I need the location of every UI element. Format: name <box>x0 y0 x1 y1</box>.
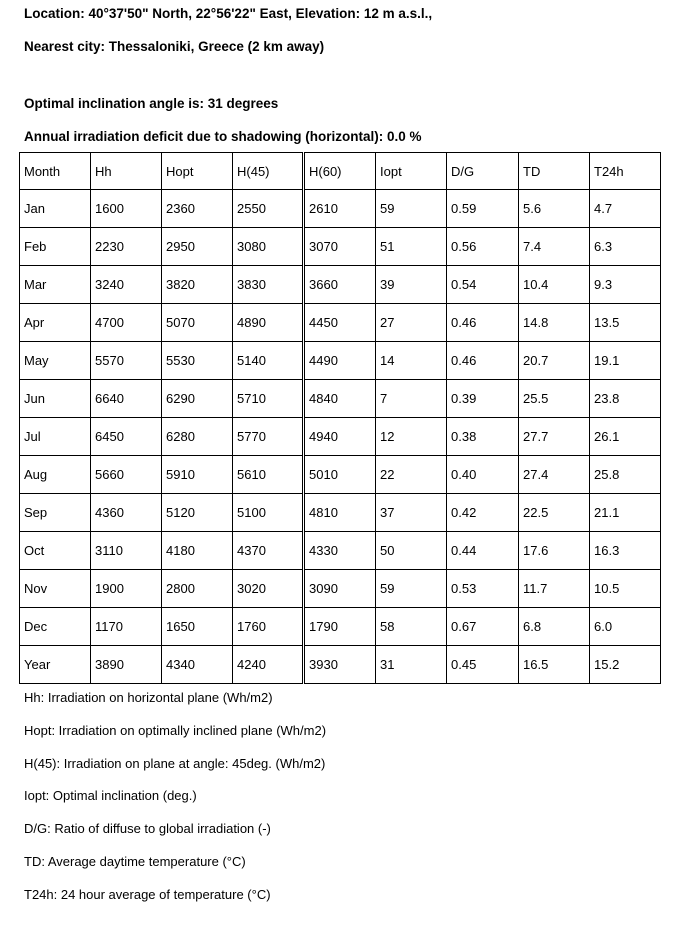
table-cell: 3110 <box>91 532 162 570</box>
table-cell: 0.67 <box>447 608 519 646</box>
legend-note: Iopt: Optimal inclination (deg.) <box>24 788 197 804</box>
table-cell: Sep <box>20 494 91 532</box>
table-cell: 22 <box>376 456 447 494</box>
table-cell: 37 <box>376 494 447 532</box>
table-cell: 3080 <box>233 228 303 266</box>
irradiation-deficit-line: Annual irradiation deficit due to shadowing (horizontal): 0.0 % <box>24 129 422 144</box>
column-header: Hopt <box>162 153 233 190</box>
table-cell: 7 <box>376 380 447 418</box>
table-cell: 0.56 <box>447 228 519 266</box>
table-cell: 13.5 <box>590 304 661 342</box>
table-cell: 4340 <box>162 646 233 684</box>
table-cell: 4810 <box>305 494 376 532</box>
table-cell: Aug <box>20 456 91 494</box>
table-cell: 21.1 <box>590 494 661 532</box>
table-cell: 16.5 <box>519 646 590 684</box>
table-cell: 4490 <box>305 342 376 380</box>
table-cell: 6450 <box>91 418 162 456</box>
table-row <box>20 380 303 418</box>
table-cell: 5100 <box>233 494 303 532</box>
table-cell: 14.8 <box>519 304 590 342</box>
table-cell: 5070 <box>162 304 233 342</box>
table-cell: 19.1 <box>590 342 661 380</box>
legend-notes <box>24 686 326 916</box>
table-cell: 3830 <box>233 266 303 304</box>
table-cell: 0.59 <box>447 190 519 228</box>
table-cell: 15.2 <box>590 646 661 684</box>
table-row <box>305 418 661 456</box>
column-header: H(45) <box>233 153 303 190</box>
table-cell: 23.8 <box>590 380 661 418</box>
column-header: T24h <box>590 153 661 190</box>
table-cell: Jul <box>20 418 91 456</box>
table-cell: 6280 <box>162 418 233 456</box>
table-cell: 2950 <box>162 228 233 266</box>
table-cell: 0.39 <box>447 380 519 418</box>
table-cell: 0.46 <box>447 342 519 380</box>
table-cell: 3020 <box>233 570 303 608</box>
table-cell: 25.8 <box>590 456 661 494</box>
table-cell: 4360 <box>91 494 162 532</box>
table-cell: 1760 <box>233 608 303 646</box>
table-cell: 3930 <box>305 646 376 684</box>
table-header-row <box>305 153 661 190</box>
table-row <box>20 304 303 342</box>
table-cell: 27.7 <box>519 418 590 456</box>
table-cell: 5570 <box>91 342 162 380</box>
table-row <box>305 532 661 570</box>
table-cell: Dec <box>20 608 91 646</box>
table-cell: 4940 <box>305 418 376 456</box>
table-cell: 5610 <box>233 456 303 494</box>
table-cell: 12 <box>376 418 447 456</box>
table-cell: 4240 <box>233 646 303 684</box>
table-row <box>305 266 661 304</box>
table-cell: 4450 <box>305 304 376 342</box>
table-cell: 4330 <box>305 532 376 570</box>
table-cell: May <box>20 342 91 380</box>
table-cell: 5770 <box>233 418 303 456</box>
table-cell: Apr <box>20 304 91 342</box>
table-cell: 1650 <box>162 608 233 646</box>
table-cell: 5530 <box>162 342 233 380</box>
table-cell: 58 <box>376 608 447 646</box>
table-row <box>305 190 661 228</box>
irradiation-table-left <box>19 152 303 684</box>
table-cell: Oct <box>20 532 91 570</box>
table-row <box>20 570 303 608</box>
table-cell: 16.3 <box>590 532 661 570</box>
table-cell: 6.8 <box>519 608 590 646</box>
table-cell: 14 <box>376 342 447 380</box>
table-cell: 17.6 <box>519 532 590 570</box>
legend-note: TD: Average daytime temperature (°C) <box>24 853 246 869</box>
table-cell: 5.6 <box>519 190 590 228</box>
table-cell: 7.4 <box>519 228 590 266</box>
table-cell: 6640 <box>91 380 162 418</box>
table-cell: 3240 <box>91 266 162 304</box>
table-header-row <box>20 153 303 190</box>
table-cell: 6.3 <box>590 228 661 266</box>
table-row <box>20 418 303 456</box>
optimal-angle-line: Optimal inclination angle is: 31 degrees <box>24 96 279 111</box>
table-cell: 4370 <box>233 532 303 570</box>
table-cell: 4180 <box>162 532 233 570</box>
column-header: Hh <box>91 153 162 190</box>
table-cell: 50 <box>376 532 447 570</box>
table-row <box>20 646 303 684</box>
table-cell: 2550 <box>233 190 303 228</box>
irradiation-table-right <box>304 152 661 684</box>
table-cell: Mar <box>20 266 91 304</box>
table-cell: 1790 <box>305 608 376 646</box>
table-cell: 5910 <box>162 456 233 494</box>
table-cell: 0.38 <box>447 418 519 456</box>
table-cell: 10.5 <box>590 570 661 608</box>
table-row <box>20 494 303 532</box>
table-row <box>20 342 303 380</box>
nearest-city-line: Nearest city: Thessaloniki, Greece (2 km away) <box>24 39 325 54</box>
table-cell: 2230 <box>91 228 162 266</box>
table-cell: 9.3 <box>590 266 661 304</box>
table-cell: 3070 <box>305 228 376 266</box>
table-cell: Nov <box>20 570 91 608</box>
table-row <box>305 380 661 418</box>
table-row <box>20 456 303 494</box>
table-cell: 27 <box>376 304 447 342</box>
table-cell: 5120 <box>162 494 233 532</box>
legend-note: D/G: Ratio of diffuse to global irradiation (-) <box>24 821 271 837</box>
table-cell: 6290 <box>162 380 233 418</box>
table-cell: Year <box>20 646 91 684</box>
table-row <box>305 608 661 646</box>
table-row <box>20 266 303 304</box>
legend-note: T24h: 24 hour average of temperature (°C) <box>24 886 271 902</box>
table-cell: 0.54 <box>447 266 519 304</box>
table-cell: 2800 <box>162 570 233 608</box>
table-cell: 1170 <box>91 608 162 646</box>
column-header: H(60) <box>305 153 376 190</box>
table-cell: 39 <box>376 266 447 304</box>
table-cell: 6.0 <box>590 608 661 646</box>
table-cell: 0.44 <box>447 532 519 570</box>
table-cell: 59 <box>376 570 447 608</box>
table-cell: Jun <box>20 380 91 418</box>
table-cell: 2360 <box>162 190 233 228</box>
table-cell: 0.46 <box>447 304 519 342</box>
table-row <box>20 532 303 570</box>
column-header: Month <box>20 153 91 190</box>
table-cell: 3090 <box>305 570 376 608</box>
table-cell: Feb <box>20 228 91 266</box>
table-cell: 59 <box>376 190 447 228</box>
table-cell: 22.5 <box>519 494 590 532</box>
table-cell: 3820 <box>162 266 233 304</box>
table-cell: 25.5 <box>519 380 590 418</box>
table-cell: 5010 <box>305 456 376 494</box>
table-cell: 0.42 <box>447 494 519 532</box>
table-row <box>20 608 303 646</box>
table-cell: 4890 <box>233 304 303 342</box>
table-cell: 3660 <box>305 266 376 304</box>
table-cell: 27.4 <box>519 456 590 494</box>
table-cell: 51 <box>376 228 447 266</box>
table-row <box>20 228 303 266</box>
column-header: D/G <box>447 153 519 190</box>
table-row <box>305 646 661 684</box>
table-row <box>305 304 661 342</box>
table-row <box>305 570 661 608</box>
table-cell: 5710 <box>233 380 303 418</box>
location-line: Location: 40°37'50" North, 22°56'22" East, Elevation: 12 m a.s.l., <box>24 6 433 21</box>
column-header: TD <box>519 153 590 190</box>
legend-note: Hh: Irradiation on horizontal plane (Wh/m2) <box>24 690 273 705</box>
legend-note: Hopt: Irradiation on optimally inclined plane (Wh/m2) <box>24 722 327 738</box>
column-header: Iopt <box>376 153 447 190</box>
table-row <box>20 190 303 228</box>
legend-note: H(45): Irradiation on plane at angle: 45deg. (Wh/m2) <box>24 755 326 771</box>
table-cell: 11.7 <box>519 570 590 608</box>
table-cell: 1900 <box>91 570 162 608</box>
table-cell: 5140 <box>233 342 303 380</box>
table-row <box>305 228 661 266</box>
table-row <box>305 342 661 380</box>
table-cell: Jan <box>20 190 91 228</box>
table-cell: 10.4 <box>519 266 590 304</box>
table-row <box>305 494 661 532</box>
table-cell: 0.40 <box>447 456 519 494</box>
table-cell: 0.53 <box>447 570 519 608</box>
table-row <box>305 456 661 494</box>
table-cell: 26.1 <box>590 418 661 456</box>
table-cell: 1600 <box>91 190 162 228</box>
table-cell: 4700 <box>91 304 162 342</box>
table-cell: 3890 <box>91 646 162 684</box>
table-cell: 2610 <box>305 190 376 228</box>
table-cell: 5660 <box>91 456 162 494</box>
table-cell: 4840 <box>305 380 376 418</box>
table-cell: 20.7 <box>519 342 590 380</box>
table-cell: 0.45 <box>447 646 519 684</box>
table-cell: 4.7 <box>590 190 661 228</box>
table-cell: 31 <box>376 646 447 684</box>
